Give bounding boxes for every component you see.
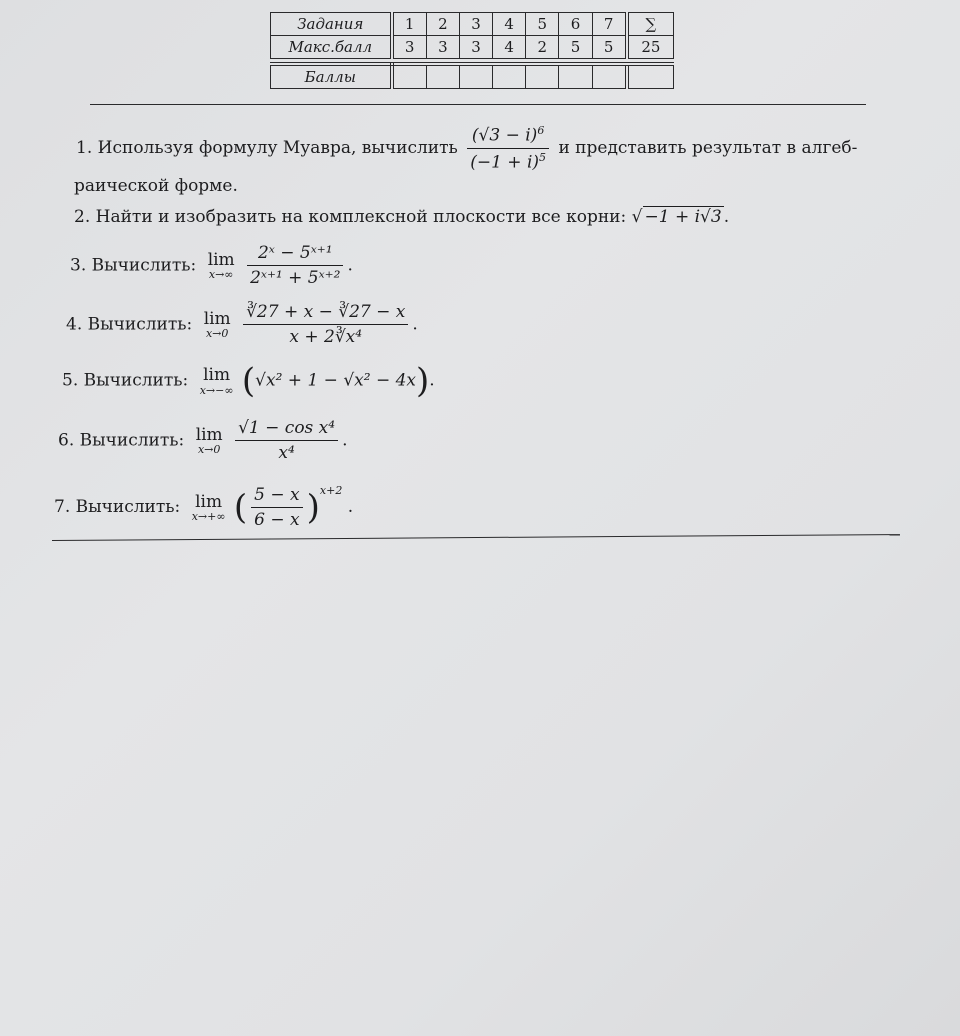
lim-subscript: x→+∞: [191, 510, 226, 524]
denominator: 6 − x: [254, 510, 300, 530]
problem-3: [70, 243, 353, 289]
period: .: [429, 370, 435, 391]
numerator: 5 − x: [251, 485, 302, 508]
task-number: 2: [426, 13, 459, 36]
fraction: [467, 124, 549, 173]
max-points-cell: 4: [493, 36, 526, 59]
task-number: 3: [459, 13, 492, 36]
problem-label: Вычислить:: [91, 255, 197, 276]
fraction: [247, 243, 343, 289]
lim-subscript: x→∞: [208, 268, 234, 282]
limit-expression: √x² + 1 − √x² − 4x: [255, 370, 417, 391]
max-points-cell: 5: [592, 36, 627, 59]
denominator: [467, 149, 549, 173]
score-cell[interactable]: [392, 64, 427, 89]
max-points-header: Макс.балл: [271, 36, 392, 59]
problem-label: Вычислить:: [79, 430, 185, 451]
lim-word: lim: [203, 309, 231, 330]
lim-word: lim: [207, 250, 235, 271]
period: .: [342, 430, 348, 451]
right-paren: ): [416, 361, 430, 401]
lim-subscript: x→0: [205, 327, 229, 341]
exponent: 5: [539, 151, 547, 165]
problem-1-line-2: [74, 176, 238, 196]
score-cell[interactable]: [493, 64, 526, 89]
denominator: x + 2∛x⁴: [289, 327, 363, 348]
root-expression: √ −1 + i√3: [631, 207, 722, 227]
fraction: [235, 418, 338, 464]
lim-word: lim: [195, 491, 223, 512]
score-cell[interactable]: [526, 64, 559, 89]
table-row: [271, 13, 674, 36]
period: .: [723, 207, 730, 227]
task-number: 1: [392, 13, 427, 36]
total-points: 25: [627, 36, 674, 59]
problem-number: 5.: [62, 370, 79, 391]
lim-subscript: x→0: [197, 443, 221, 457]
limit-operator: [196, 425, 223, 457]
limit-operator: [204, 309, 231, 341]
problem-6: [58, 418, 348, 464]
fraction: [251, 485, 302, 531]
max-points-cell: 3: [459, 36, 492, 59]
problem-text: и представить результат в алгеб-: [558, 138, 858, 159]
problem-text: раической форме.: [74, 176, 238, 196]
fraction: [243, 302, 408, 348]
radicand: −1 + i√3: [644, 207, 722, 227]
exponent: 6: [537, 124, 545, 137]
score-cell[interactable]: [459, 64, 492, 89]
exponent: x+2: [319, 484, 343, 497]
numerator: [467, 124, 549, 149]
lim-subscript: x→−∞: [199, 383, 234, 397]
problem-2: [74, 207, 729, 227]
score-cell[interactable]: [592, 64, 627, 89]
problem-1: [76, 124, 857, 173]
top-divider: [90, 104, 866, 105]
numerator: ∛27 + x − ∛27 − x: [243, 302, 408, 325]
denominator-text: (−1 + i): [470, 152, 540, 173]
task-number: 4: [493, 13, 526, 36]
max-points-cell: 5: [559, 36, 592, 59]
denominator: 2ˣ⁺¹ + 5ˣ⁺²: [250, 268, 341, 289]
problem-number: 7.: [54, 497, 71, 517]
bottom-divider: [52, 534, 900, 541]
limit-operator: [192, 492, 226, 524]
table-row: [271, 64, 674, 89]
max-points-cell: 3: [426, 36, 459, 59]
problem-label: Вычислить:: [75, 497, 181, 517]
numerator-text: (√3 − i): [471, 125, 538, 146]
task-number: 7: [592, 13, 627, 36]
right-paren: ): [306, 487, 320, 528]
problem-4: [66, 302, 418, 348]
max-points-cell: 2: [526, 36, 559, 59]
score-table: [270, 12, 674, 89]
table-row: [271, 36, 674, 59]
numerator: 2ˣ − 5ˣ⁺¹: [247, 243, 343, 266]
limit-operator: [200, 365, 234, 397]
numerator: √1 − cos x⁴: [235, 418, 338, 441]
problem-number: 1.: [76, 138, 93, 159]
left-paren: (: [241, 361, 256, 401]
period: .: [412, 314, 418, 335]
denominator: x⁴: [278, 443, 295, 464]
problem-number: 3.: [70, 255, 87, 276]
max-points-cell: 3: [392, 36, 427, 59]
problem-number: 6.: [58, 430, 75, 451]
period: .: [347, 497, 354, 517]
left-paren: (: [233, 487, 248, 528]
problem-number: 2.: [74, 207, 91, 227]
task-number: 5: [526, 13, 559, 36]
problem-number: 4.: [66, 314, 83, 335]
problem-label: Вычислить:: [83, 370, 189, 391]
score-total-cell[interactable]: [627, 64, 674, 89]
task-number: 6: [559, 13, 592, 36]
sum-symbol: ∑: [627, 13, 674, 36]
problem-label: Вычислить:: [87, 314, 193, 335]
problem-7: [54, 484, 353, 530]
tasks-header: Задания: [271, 13, 392, 36]
score-header: Баллы: [271, 64, 392, 89]
score-cell[interactable]: [426, 64, 459, 89]
problem-5: [62, 361, 435, 401]
problem-text: Используя формулу Муавра, вычислить: [97, 138, 458, 159]
problem-text: Найти и изобразить на комплексной плоскости все корни:: [95, 207, 627, 227]
lim-word: lim: [195, 425, 223, 446]
period: .: [347, 255, 353, 276]
score-cell[interactable]: [559, 64, 592, 89]
lim-word: lim: [203, 365, 231, 386]
limit-operator: [208, 250, 235, 282]
